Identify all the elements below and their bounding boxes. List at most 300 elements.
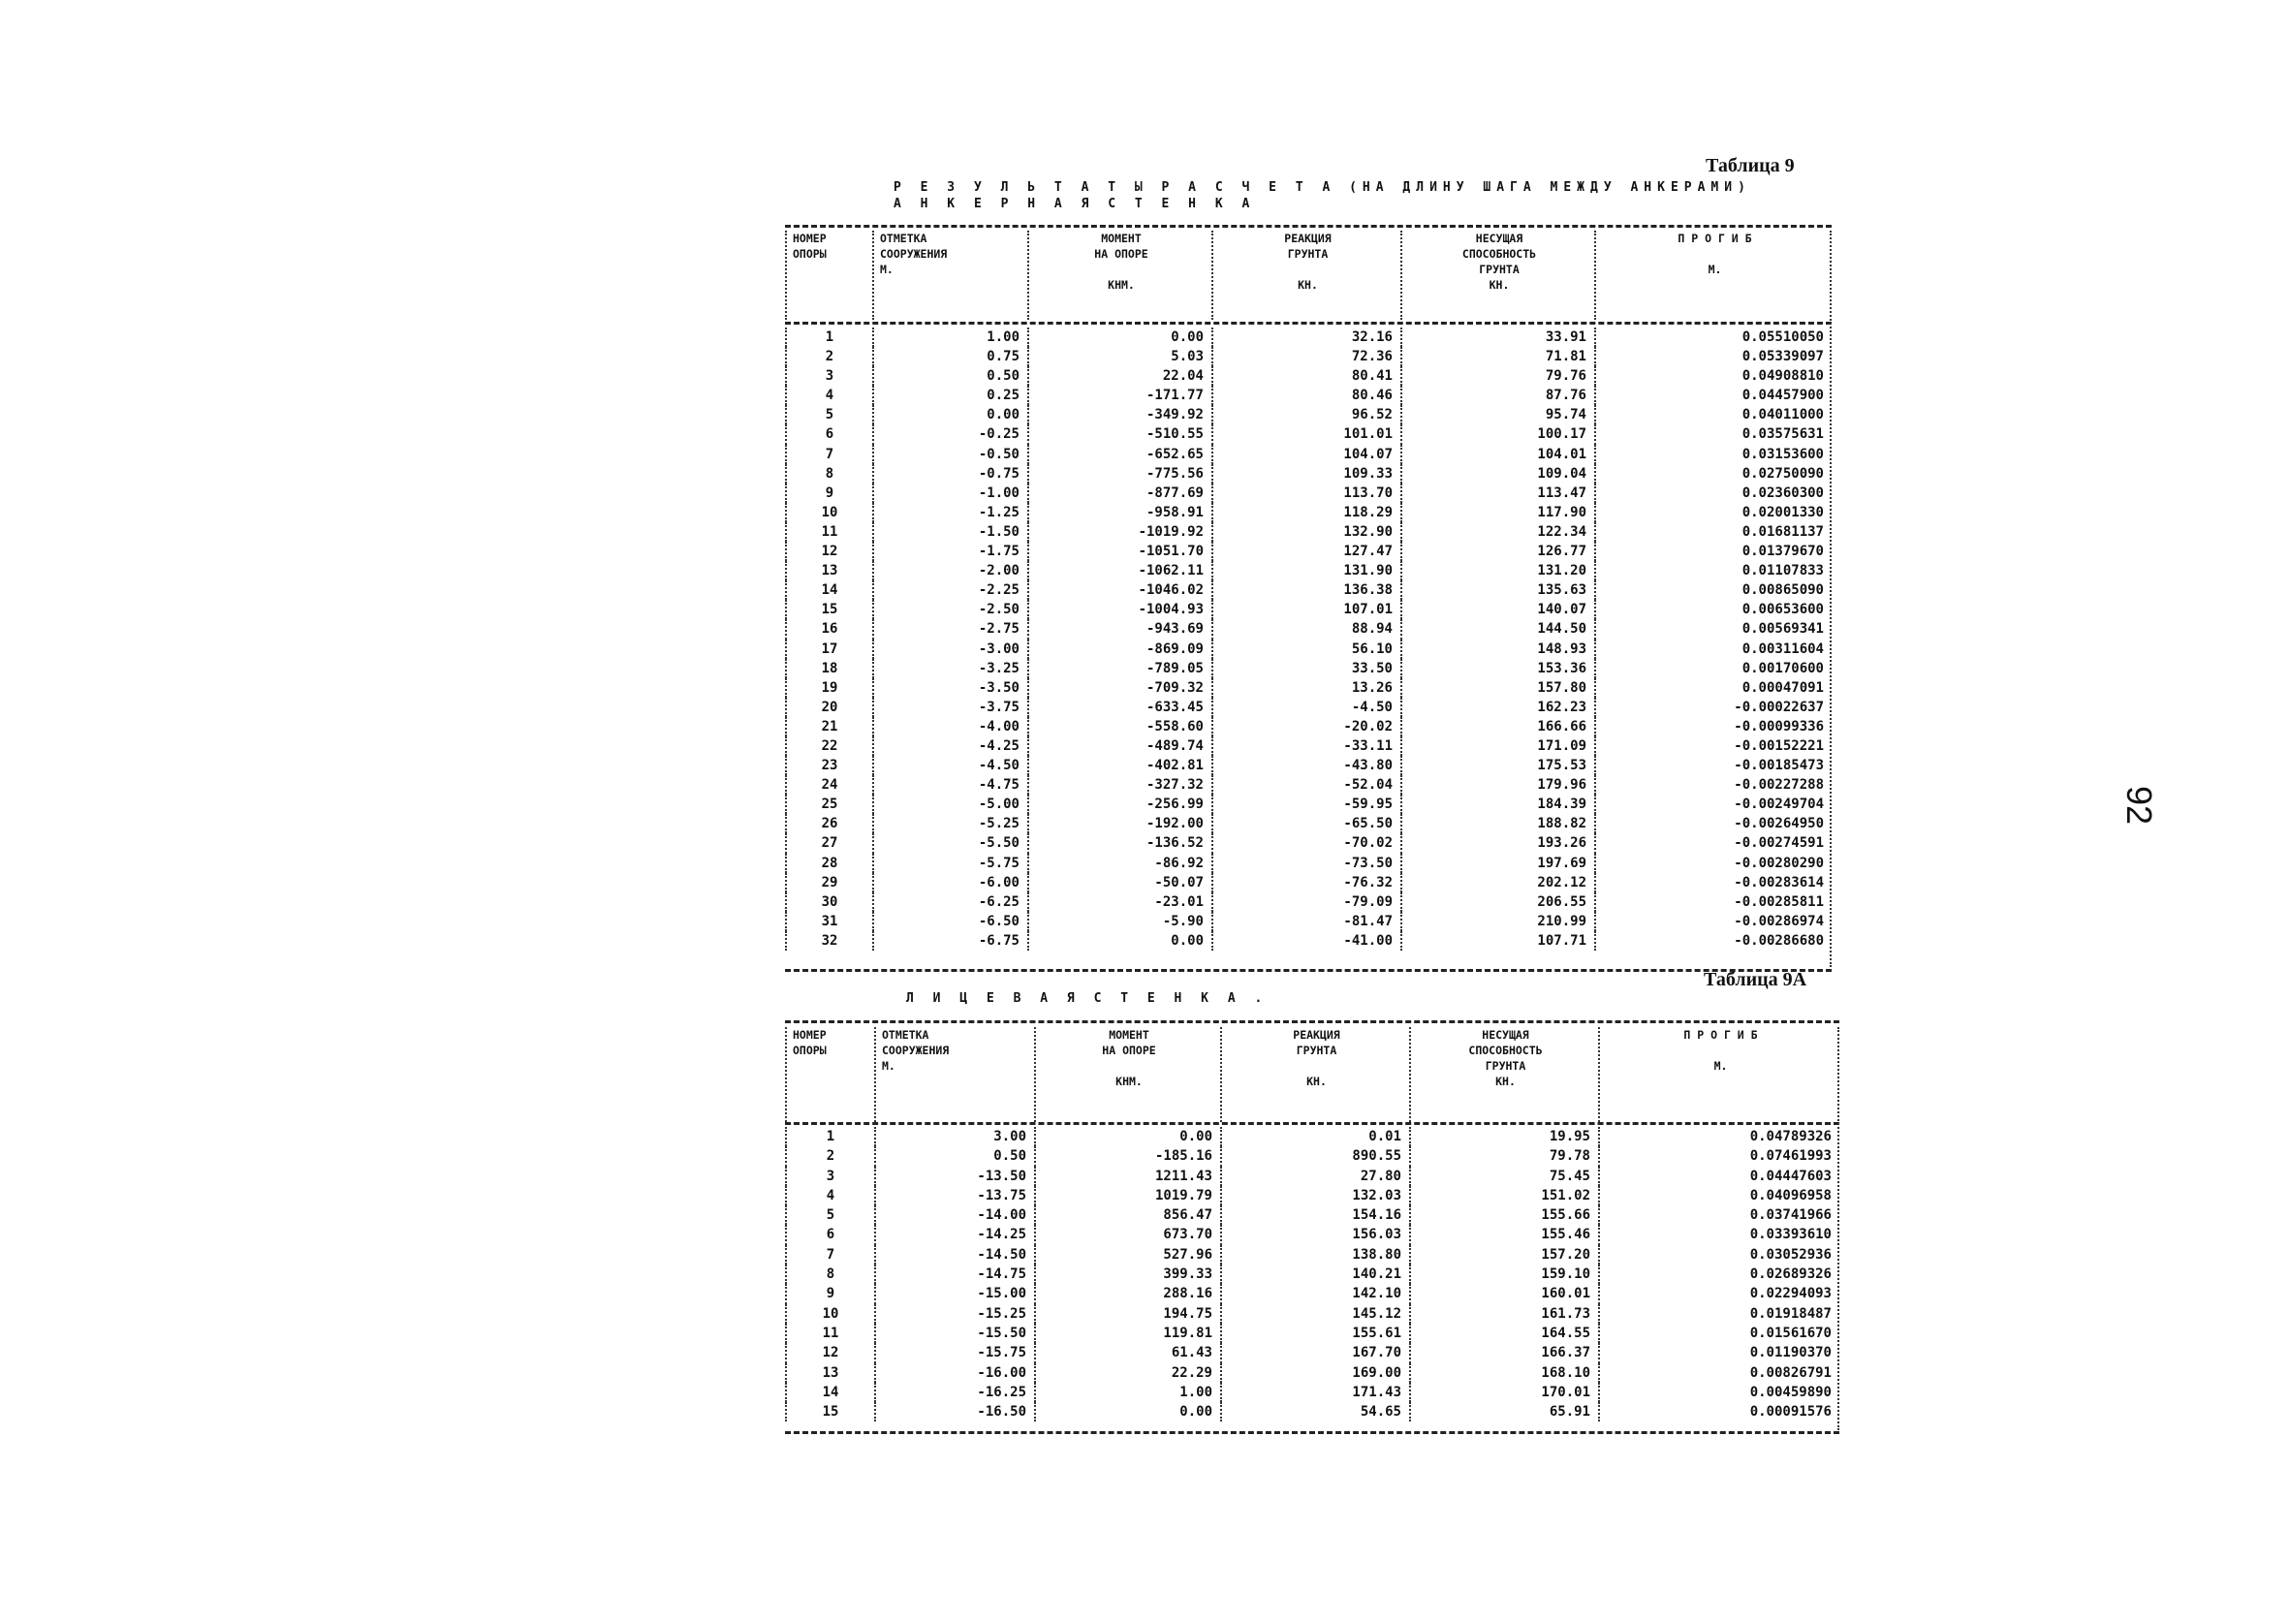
table9-cell: 107.01 (1211, 600, 1400, 619)
table9-cell: -1004.93 (1027, 600, 1211, 619)
table9-header-col-1: НОМЕР ОПОРЫ (785, 231, 872, 320)
table9a-cell: -14.50 (874, 1245, 1034, 1265)
table9a-cell: 14 (785, 1383, 874, 1402)
table9a-cell: 160.01 (1409, 1284, 1598, 1303)
table9a-cell: 1211.43 (1034, 1167, 1220, 1186)
table9-cell: 16 (785, 619, 872, 639)
table9a-cell: 0.04789326 (1598, 1127, 1839, 1146)
table9a-cell: 7 (785, 1245, 874, 1265)
table9-cell: 96.52 (1211, 405, 1400, 424)
table9-cell: 11 (785, 522, 872, 542)
table9-cell: 26 (785, 814, 872, 833)
table9-header (785, 231, 1832, 320)
table9-cell: 15 (785, 600, 872, 619)
table9a-cell: 15 (785, 1402, 874, 1421)
table9-cell: -327.32 (1027, 775, 1211, 795)
table9a-cell: 11 (785, 1324, 874, 1343)
table9-cell: 25 (785, 795, 872, 814)
table9-cell: -0.00227288 (1594, 775, 1832, 795)
table9-cell: -1.00 (872, 484, 1027, 503)
table9a-cell: 155.61 (1220, 1324, 1409, 1343)
table9a-cell: 0.00 (1034, 1402, 1220, 1421)
table9a-cell: -14.75 (874, 1265, 1034, 1284)
table9-cell: 135.63 (1400, 580, 1594, 600)
table9-cell: 109.33 (1211, 464, 1400, 484)
table9-cell: 23 (785, 756, 872, 775)
table9-top-rule (785, 225, 1832, 228)
table9a-cell: -13.50 (874, 1167, 1034, 1186)
table9a-label: Таблица 9А (1704, 969, 1807, 990)
table9a-cell: 0.00 (1034, 1127, 1220, 1146)
table9a-cell: 27.80 (1220, 1167, 1409, 1186)
table9-cell: 126.77 (1400, 542, 1594, 561)
table9-cell: -1.50 (872, 522, 1027, 542)
table9-cell: 19 (785, 678, 872, 698)
table9a-cell: 5 (785, 1205, 874, 1225)
table9a-cell: 156.03 (1220, 1225, 1409, 1244)
table9a-cell: 3.00 (874, 1127, 1034, 1146)
table9-cell: -73.50 (1211, 854, 1400, 873)
table9-cell: 72.36 (1211, 347, 1400, 366)
table9-cell: -1.75 (872, 542, 1027, 561)
table9a-cell: 138.80 (1220, 1245, 1409, 1265)
table9-cell: 0.04011000 (1594, 405, 1832, 424)
table9-cell: -3.25 (872, 659, 1027, 678)
table9-cell: 0.01681137 (1594, 522, 1832, 542)
table9-cell: 0.00653600 (1594, 600, 1832, 619)
table9-cell: 113.70 (1211, 484, 1400, 503)
table9a-cell: 0.03393610 (1598, 1225, 1839, 1244)
table9a-header-col-2: ОТМЕТКА СООРУЖЕНИЯ М. (874, 1027, 1034, 1122)
table9-cell: 7 (785, 445, 872, 464)
table9-cell: 171.09 (1400, 736, 1594, 756)
table9a-title: Л И Ц Е В А Я С Т Е Н К А . (906, 991, 1269, 1006)
table9a-cell: 9 (785, 1284, 874, 1303)
table9-cell: -1.25 (872, 503, 1027, 522)
table9-cell: 31 (785, 912, 872, 931)
table9a-cell: -16.25 (874, 1383, 1034, 1402)
table9a-right-edge (1837, 1027, 1839, 1430)
table9a-cell: 0.07461993 (1598, 1146, 1839, 1166)
table9-cell: 5.03 (1027, 347, 1211, 366)
table9-cell: 32 (785, 931, 872, 951)
table9-cell: 0.01379670 (1594, 542, 1832, 561)
table9a-cell: 140.21 (1220, 1265, 1409, 1284)
table9a-cell: 0.04447603 (1598, 1167, 1839, 1186)
table9-cell: 131.20 (1400, 561, 1594, 580)
table9a-cell: 168.10 (1409, 1363, 1598, 1383)
table9a-cell: 0.01561670 (1598, 1324, 1839, 1343)
table9a-cell: -185.16 (1034, 1146, 1220, 1166)
table9-cell: -0.00264950 (1594, 814, 1832, 833)
table9a-cell: -15.25 (874, 1304, 1034, 1324)
table9-bottom-rule (785, 969, 1832, 972)
table9a-cell: -15.50 (874, 1324, 1034, 1343)
table9a-cell: 155.66 (1409, 1205, 1598, 1225)
table9-cell: 210.99 (1400, 912, 1594, 931)
table9-cell: 28 (785, 854, 872, 873)
table9-cell: -5.90 (1027, 912, 1211, 931)
table9a-cell: 0.03741966 (1598, 1205, 1839, 1225)
table9-cell: -33.11 (1211, 736, 1400, 756)
table9-cell: -0.00286974 (1594, 912, 1832, 931)
table9-cell: 5 (785, 405, 872, 424)
table9-cell: -192.00 (1027, 814, 1211, 833)
table9-cell: -0.00285811 (1594, 892, 1832, 912)
table9-header-col-3: МОМЕНТ НА ОПОРЕ КНМ. (1027, 231, 1211, 320)
table9-cell: 17 (785, 640, 872, 659)
table9-cell: 188.82 (1400, 814, 1594, 833)
table9-cell: 153.36 (1400, 659, 1594, 678)
table9a-header-rule (785, 1122, 1839, 1125)
table9-cell: 100.17 (1400, 424, 1594, 444)
table9-cell: -6.75 (872, 931, 1027, 951)
table9-cell: 0.00311604 (1594, 640, 1832, 659)
table9-cell: -52.04 (1211, 775, 1400, 795)
table9-cell: -0.00152221 (1594, 736, 1832, 756)
table9-cell: 122.34 (1400, 522, 1594, 542)
table9a-cell: 167.70 (1220, 1343, 1409, 1362)
table9a-cell: 399.33 (1034, 1265, 1220, 1284)
table9-header-rule (785, 322, 1832, 325)
table9a-header-col-6: П Р О Г И Б М. (1598, 1027, 1839, 1122)
table9-cell: 104.01 (1400, 445, 1594, 464)
table9-cell: -349.92 (1027, 405, 1211, 424)
table9-cell: 14 (785, 580, 872, 600)
table9a-bottom-rule (785, 1431, 1839, 1434)
table9-cell: -43.80 (1211, 756, 1400, 775)
table9a-cell: 61.43 (1034, 1343, 1220, 1362)
table9a-cell: 0.02294093 (1598, 1284, 1839, 1303)
table9a-cell: 157.20 (1409, 1245, 1598, 1265)
table9a-cell: -16.00 (874, 1363, 1034, 1383)
table9-cell: -2.50 (872, 600, 1027, 619)
table9-cell: -489.74 (1027, 736, 1211, 756)
table9-cell: -4.00 (872, 717, 1027, 736)
table9-cell: 32.16 (1211, 328, 1400, 347)
table9a-header (785, 1027, 1839, 1122)
table9a-header-col-5: НЕСУЩАЯ СПОСОБНОСТЬ ГРУНТА КН. (1409, 1027, 1598, 1122)
table9a-cell: 145.12 (1220, 1304, 1409, 1324)
table9-cell: -510.55 (1027, 424, 1211, 444)
table9-cell: 140.07 (1400, 600, 1594, 619)
table9-cell: 0.00 (1027, 328, 1211, 347)
table9-cell: -4.50 (872, 756, 1027, 775)
table9-cell: -2.25 (872, 580, 1027, 600)
table9-cell: 0.50 (872, 366, 1027, 386)
table9a-cell: 0.03052936 (1598, 1245, 1839, 1265)
table9-cell: 3 (785, 366, 872, 386)
table9-cell: 197.69 (1400, 854, 1594, 873)
table9-cell: -70.02 (1211, 833, 1400, 853)
table9a-cell: 2 (785, 1146, 874, 1166)
table9a-top-rule (785, 1020, 1839, 1023)
table9-cell: -1051.70 (1027, 542, 1211, 561)
table9a-cell: 288.16 (1034, 1284, 1220, 1303)
table9-cell: -0.75 (872, 464, 1027, 484)
table9-cell: 0.04457900 (1594, 386, 1832, 405)
table9a-cell: 170.01 (1409, 1383, 1598, 1402)
page-number: 92 (2119, 785, 2160, 826)
table9-cell: -0.50 (872, 445, 1027, 464)
table9a-cell: 155.46 (1409, 1225, 1598, 1244)
table9a-cell: -13.75 (874, 1186, 1034, 1205)
table9a-cell: 169.00 (1220, 1363, 1409, 1383)
table9a-cell: 527.96 (1034, 1245, 1220, 1265)
table9-cell: 0.75 (872, 347, 1027, 366)
table9a-cell: 3 (785, 1167, 874, 1186)
table9-cell: 33.91 (1400, 328, 1594, 347)
table9a-cell: 10 (785, 1304, 874, 1324)
table9-cell: -558.60 (1027, 717, 1211, 736)
table9-cell: 95.74 (1400, 405, 1594, 424)
table9-cell: 0.02001330 (1594, 503, 1832, 522)
table9-cell: 4 (785, 386, 872, 405)
table9-cell: 0.03153600 (1594, 445, 1832, 464)
table9-cell: -50.07 (1027, 873, 1211, 892)
table9-header-col-5: НЕСУЩАЯ СПОСОБНОСТЬ ГРУНТА КН. (1400, 231, 1594, 320)
table9-cell: 0.02750090 (1594, 464, 1832, 484)
table9a-cell: 1.00 (1034, 1383, 1220, 1402)
table9a-cell: -15.00 (874, 1284, 1034, 1303)
table9a-cell: 0.00826791 (1598, 1363, 1839, 1383)
table9-cell: 0.25 (872, 386, 1027, 405)
table9-cell: 117.90 (1400, 503, 1594, 522)
table9-cell: 27 (785, 833, 872, 853)
table9-cell: -2.00 (872, 561, 1027, 580)
table9-cell: -0.00280290 (1594, 854, 1832, 873)
table9a-cell: 856.47 (1034, 1205, 1220, 1225)
table9a-cell: 4 (785, 1186, 874, 1205)
table9-title-line1: Р Е З У Л Ь Т А Т Ы Р А С Ч Е Т А (НА ДЛИНУ ШАГА МЕЖДУ АНКЕРАМИ) (894, 180, 1751, 195)
table9-cell: 10 (785, 503, 872, 522)
table9-cell: 8 (785, 464, 872, 484)
table9-cell: 0.00865090 (1594, 580, 1832, 600)
table9-cell: 1 (785, 328, 872, 347)
table9-cell: 20 (785, 698, 872, 717)
table9-cell: -877.69 (1027, 484, 1211, 503)
table9-cell: -5.50 (872, 833, 1027, 853)
table9-cell: -41.00 (1211, 931, 1400, 951)
table9a-cell: 13 (785, 1363, 874, 1383)
table9-cell: 157.80 (1400, 678, 1594, 698)
table9-cell: -20.02 (1211, 717, 1400, 736)
table9a-cell: 164.55 (1409, 1324, 1598, 1343)
table9-label: Таблица 9 (1706, 155, 1795, 176)
table9a-body (785, 1127, 1839, 1421)
table9a-cell: 6 (785, 1225, 874, 1244)
table9a-cell: 0.00091576 (1598, 1402, 1839, 1421)
table9-cell: 0.00047091 (1594, 678, 1832, 698)
table9a-cell: 0.50 (874, 1146, 1034, 1166)
table9-cell: -633.45 (1027, 698, 1211, 717)
table9-cell: 193.26 (1400, 833, 1594, 853)
table9-cell: 206.55 (1400, 892, 1594, 912)
table9-cell: -775.56 (1027, 464, 1211, 484)
table9-cell: 202.12 (1400, 873, 1594, 892)
table9-cell: -81.47 (1211, 912, 1400, 931)
table9-cell: 21 (785, 717, 872, 736)
table9-header-col-2: ОТМЕТКА СООРУЖЕНИЯ М. (872, 231, 1027, 320)
table9-cell: -0.00185473 (1594, 756, 1832, 775)
table9-cell: -79.09 (1211, 892, 1400, 912)
table9-cell: 29 (785, 873, 872, 892)
table9-cell: -0.00283614 (1594, 873, 1832, 892)
table9-cell: -709.32 (1027, 678, 1211, 698)
table9-cell: 0.00569341 (1594, 619, 1832, 639)
table9-cell: 22.04 (1027, 366, 1211, 386)
table9-cell: -3.00 (872, 640, 1027, 659)
table9-cell: -3.75 (872, 698, 1027, 717)
table9-cell: 184.39 (1400, 795, 1594, 814)
table9a-cell: 673.70 (1034, 1225, 1220, 1244)
table9-right-edge (1830, 231, 1832, 967)
table9-cell: -869.09 (1027, 640, 1211, 659)
table9a-cell: 54.65 (1220, 1402, 1409, 1421)
table9-cell: 12 (785, 542, 872, 561)
table9-cell: 88.94 (1211, 619, 1400, 639)
table9-cell: 13.26 (1211, 678, 1400, 698)
table9a-header-col-4: РЕАКЦИЯ ГРУНТА КН. (1220, 1027, 1409, 1122)
table9a-header-col-3: МОМЕНТ НА ОПОРЕ КНМ. (1034, 1027, 1220, 1122)
table9-cell: -402.81 (1027, 756, 1211, 775)
table9-header-col-4: РЕАКЦИЯ ГРУНТА КН. (1211, 231, 1400, 320)
table9a-cell: -16.50 (874, 1402, 1034, 1421)
table9a-cell: 65.91 (1409, 1402, 1598, 1421)
table9-cell: -0.25 (872, 424, 1027, 444)
table9a-cell: 75.45 (1409, 1167, 1598, 1186)
table9-cell: -6.25 (872, 892, 1027, 912)
table9a-cell: -15.75 (874, 1343, 1034, 1362)
table9-cell: -4.50 (1211, 698, 1400, 717)
table9a-cell: 142.10 (1220, 1284, 1409, 1303)
table9-cell: -0.00249704 (1594, 795, 1832, 814)
table9-cell: 136.38 (1211, 580, 1400, 600)
table9-cell: 162.23 (1400, 698, 1594, 717)
table9-body (785, 328, 1832, 951)
table9-cell: -789.05 (1027, 659, 1211, 678)
table9-cell: -0.00022637 (1594, 698, 1832, 717)
table9a-cell: 1 (785, 1127, 874, 1146)
table9a-cell: 0.02689326 (1598, 1265, 1839, 1284)
table9-cell: 79.76 (1400, 366, 1594, 386)
table9-cell: 109.04 (1400, 464, 1594, 484)
table9a-cell: 171.43 (1220, 1383, 1409, 1402)
table9-cell: 0.03575631 (1594, 424, 1832, 444)
table9-cell: 9 (785, 484, 872, 503)
table9-cell: -652.65 (1027, 445, 1211, 464)
table9-cell: -5.25 (872, 814, 1027, 833)
table9-cell: -256.99 (1027, 795, 1211, 814)
table9a-cell: 161.73 (1409, 1304, 1598, 1324)
table9a-cell: 890.55 (1220, 1146, 1409, 1166)
table9-cell: 113.47 (1400, 484, 1594, 503)
table9-cell: 13 (785, 561, 872, 580)
table9-cell: 1.00 (872, 328, 1027, 347)
table9-cell: 104.07 (1211, 445, 1400, 464)
table9-cell: 0.04908810 (1594, 366, 1832, 386)
table9-cell: -958.91 (1027, 503, 1211, 522)
table9-cell: 56.10 (1211, 640, 1400, 659)
table9a-cell: 19.95 (1409, 1127, 1598, 1146)
table9-cell: -0.00099336 (1594, 717, 1832, 736)
table9-cell: -1062.11 (1027, 561, 1211, 580)
table9-cell: 24 (785, 775, 872, 795)
table9a-header-col-1: НОМЕР ОПОРЫ (785, 1027, 874, 1122)
table9-cell: 118.29 (1211, 503, 1400, 522)
table9-cell: -1046.02 (1027, 580, 1211, 600)
table9-cell: 71.81 (1400, 347, 1594, 366)
table9-cell: -3.50 (872, 678, 1027, 698)
table9-cell: 0.02360300 (1594, 484, 1832, 503)
table9-title-line2: А Н К Е Р Н А Я С Т Е Н К А (894, 197, 1256, 211)
table9-cell: 0.05510050 (1594, 328, 1832, 347)
table9a-cell: 12 (785, 1343, 874, 1362)
table9-cell: 30 (785, 892, 872, 912)
table9-cell: -23.01 (1027, 892, 1211, 912)
table9-cell: -136.52 (1027, 833, 1211, 853)
table9-cell: 0.01107833 (1594, 561, 1832, 580)
table9-cell: 0.00 (1027, 931, 1211, 951)
table9-cell: 101.01 (1211, 424, 1400, 444)
table9a-cell: -14.25 (874, 1225, 1034, 1244)
table9-cell: 0.00 (872, 405, 1027, 424)
table9a-cell: 159.10 (1409, 1265, 1598, 1284)
table9-cell: -0.00286680 (1594, 931, 1832, 951)
table9-cell: -65.50 (1211, 814, 1400, 833)
table9-cell: 166.66 (1400, 717, 1594, 736)
table9-cell: 22 (785, 736, 872, 756)
table9a-cell: 79.78 (1409, 1146, 1598, 1166)
table9-cell: 6 (785, 424, 872, 444)
table9-cell: -1019.92 (1027, 522, 1211, 542)
table9a-cell: 22.29 (1034, 1363, 1220, 1383)
table9-cell: -0.00274591 (1594, 833, 1832, 853)
table9-cell: -4.75 (872, 775, 1027, 795)
table9-cell: 179.96 (1400, 775, 1594, 795)
table9a-cell: 151.02 (1409, 1186, 1598, 1205)
table9-cell: 132.90 (1211, 522, 1400, 542)
table9-cell: -943.69 (1027, 619, 1211, 639)
table9-cell: -5.75 (872, 854, 1027, 873)
table9a-cell: 8 (785, 1265, 874, 1284)
table9-cell: 175.53 (1400, 756, 1594, 775)
table9a-cell: 0.01190370 (1598, 1343, 1839, 1362)
table9a-cell: 0.04096958 (1598, 1186, 1839, 1205)
table9-cell: 87.76 (1400, 386, 1594, 405)
table9a-cell: 132.03 (1220, 1186, 1409, 1205)
table9-cell: -6.00 (872, 873, 1027, 892)
table9-cell: 0.05339097 (1594, 347, 1832, 366)
table9a-cell: 166.37 (1409, 1343, 1598, 1362)
table9-cell: 80.41 (1211, 366, 1400, 386)
table9-cell: 107.71 (1400, 931, 1594, 951)
table9-cell: 0.00170600 (1594, 659, 1832, 678)
table9a-cell: 154.16 (1220, 1205, 1409, 1225)
table9a-cell: 194.75 (1034, 1304, 1220, 1324)
table9-header-col-6: П Р О Г И Б М. (1594, 231, 1832, 320)
table9-cell: -76.32 (1211, 873, 1400, 892)
table9a-cell: 0.01 (1220, 1127, 1409, 1146)
table9-cell: 144.50 (1400, 619, 1594, 639)
table9a-cell: 119.81 (1034, 1324, 1220, 1343)
table9-cell: -5.00 (872, 795, 1027, 814)
table9-cell: -59.95 (1211, 795, 1400, 814)
table9-cell: -4.25 (872, 736, 1027, 756)
table9a-cell: 1019.79 (1034, 1186, 1220, 1205)
table9a-cell: 0.01918487 (1598, 1304, 1839, 1324)
table9a-cell: -14.00 (874, 1205, 1034, 1225)
